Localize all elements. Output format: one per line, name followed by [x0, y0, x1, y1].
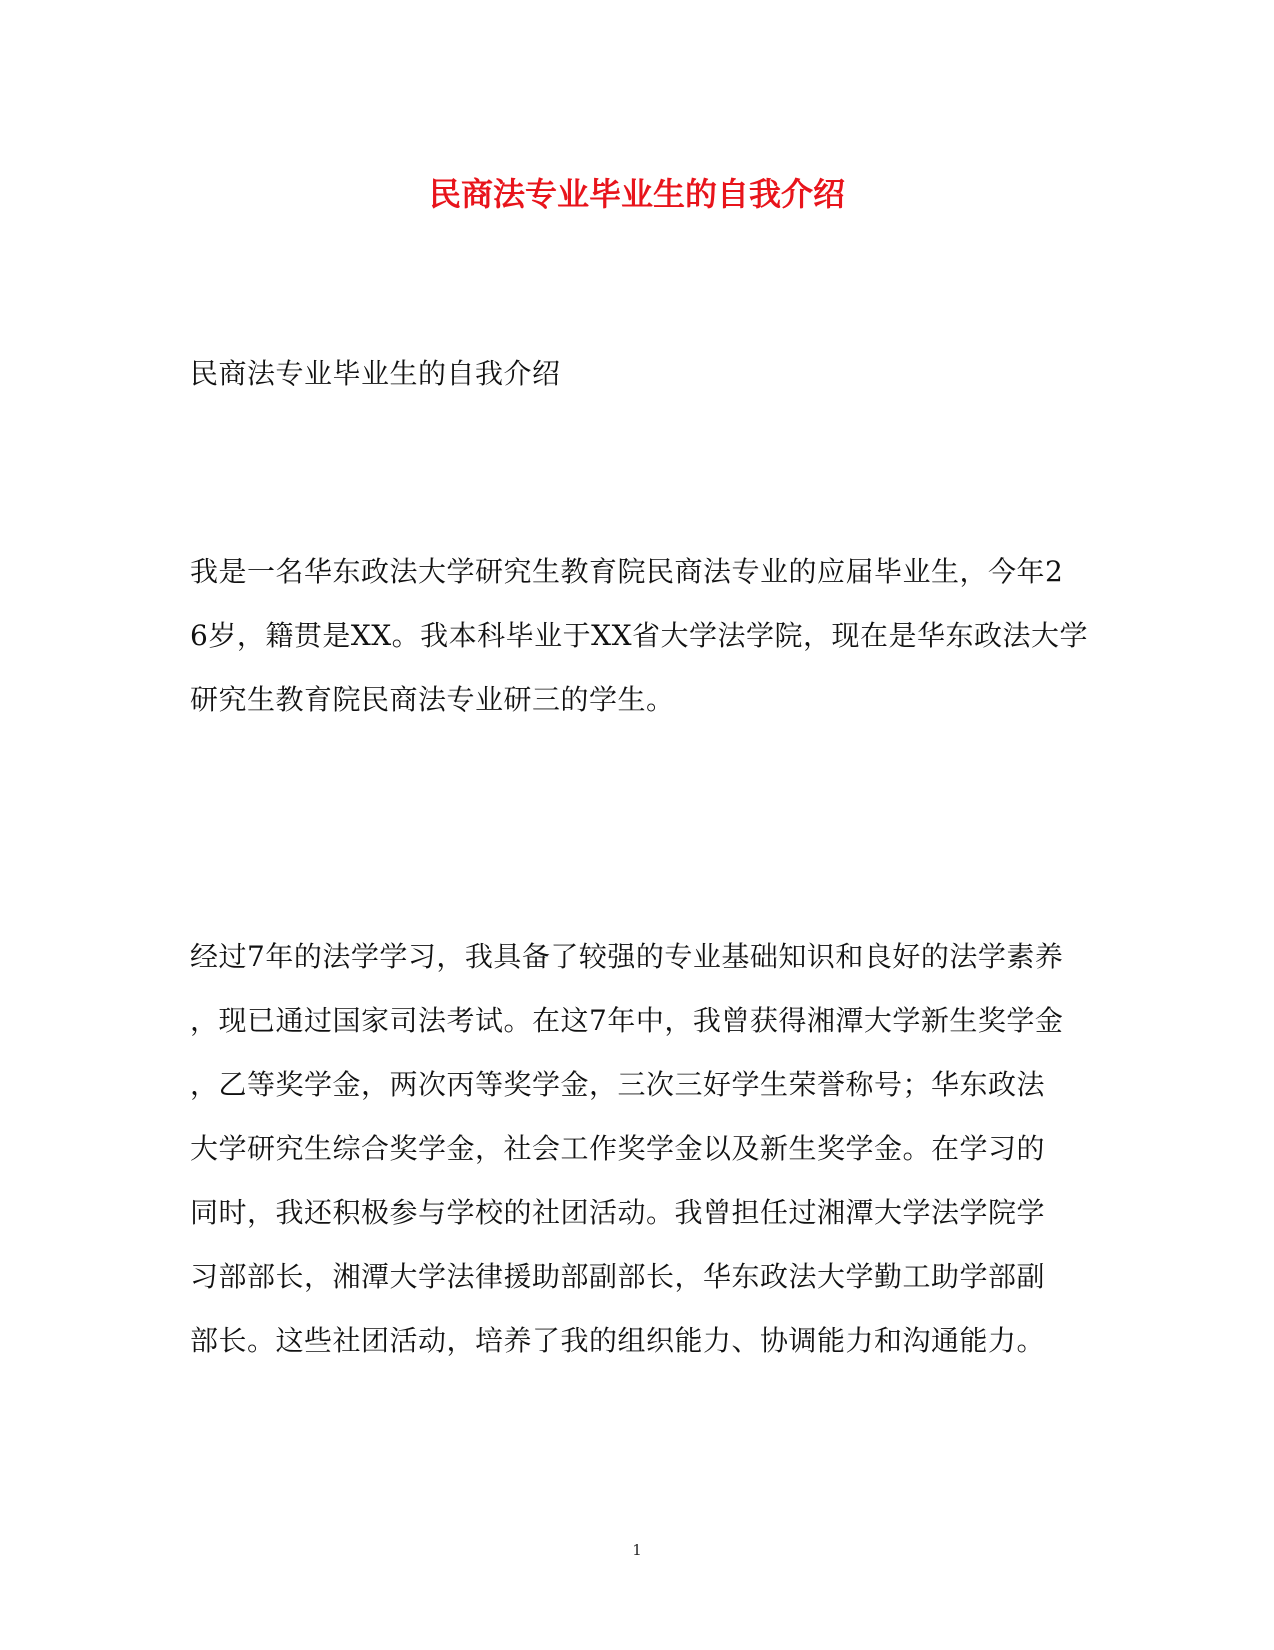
- intro-paragraph: [190, 540, 1089, 732]
- paragraph-line: 习部部长，湘潭大学法律援助部副部长，华东政法大学勤工助学部副: [190, 1260, 1046, 1293]
- paragraph-line: 大学研究生综合奖学金，社会工作奖学金以及新生奖学金。在学习的: [190, 1132, 1046, 1165]
- paragraph-line: 我是一名华东政法大学研究生教育院民商法专业的应届毕业生，今年2: [190, 555, 1064, 588]
- study-paragraph: [190, 925, 1080, 1373]
- paragraph-line: ，现已通过国家司法考试。在这7年中，我曾获得湘潭大学新生奖学金: [190, 1004, 1064, 1037]
- page-number: 1: [632, 1541, 642, 1559]
- paragraph-line: 部长。这些社团活动，培养了我的组织能力、协调能力和沟通能力。: [190, 1324, 1046, 1357]
- paragraph-line: 6岁，籍贯是XX。我本科毕业于XX省大学法学院，现在是华东政法大学: [190, 619, 1089, 652]
- document-title: 民商法专业毕业生的自我介绍: [428, 175, 845, 213]
- paragraph-line: 经过7年的法学学习，我具备了较强的专业基础知识和良好的法学素养: [190, 940, 1064, 973]
- paragraph-line: 研究生教育院民商法专业研三的学生。: [190, 683, 675, 716]
- document-subtitle: 民商法专业毕业生的自我介绍: [190, 357, 561, 390]
- paragraph-line: ，乙等奖学金，两次丙等奖学金，三次三好学生荣誉称号；华东政法: [190, 1068, 1046, 1101]
- paragraph-line: 同时，我还积极参与学校的社团活动。我曾担任过湘潭大学法学院学: [190, 1196, 1046, 1229]
